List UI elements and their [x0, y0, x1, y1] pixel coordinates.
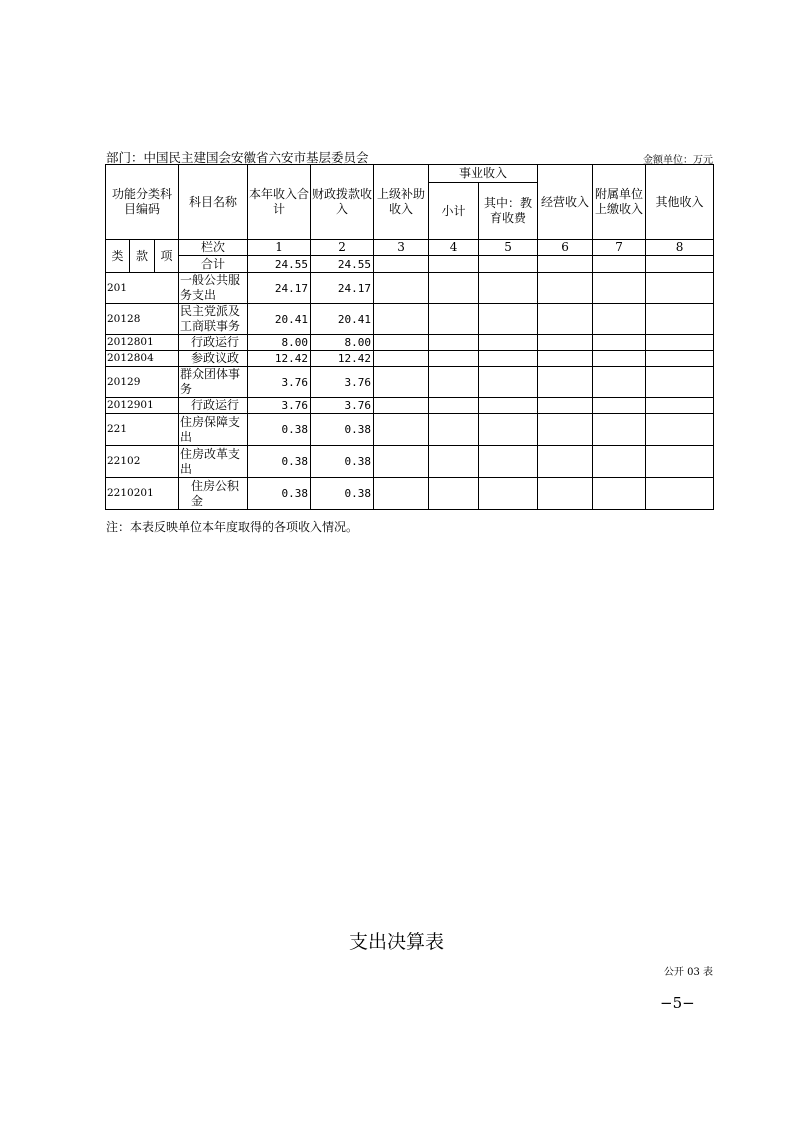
page-number: −5−	[660, 994, 695, 1012]
row-code: 221	[106, 414, 179, 446]
row-code: 20128	[106, 304, 179, 335]
header-business-income: 事业收入	[429, 165, 538, 183]
table-row	[106, 273, 714, 304]
lanci-label: 栏次	[179, 240, 248, 256]
row-code: 20129	[106, 367, 179, 398]
table-row	[106, 478, 714, 510]
total-label: 合计	[179, 256, 248, 273]
row-fiscal: 8.00	[311, 335, 374, 351]
income-table	[105, 164, 714, 510]
row-total: 3.76	[248, 367, 311, 398]
next-section-code: 公开 03 表	[663, 967, 713, 978]
table-row	[106, 414, 714, 446]
row-total: 0.38	[248, 478, 311, 510]
row-fiscal: 20.41	[311, 304, 374, 335]
row-code: 2210201	[106, 478, 179, 510]
total-fiscal-value: 24.55	[311, 256, 374, 273]
header-operating: 经营收入	[538, 165, 593, 240]
row-total: 24.17	[248, 273, 311, 304]
col-number: 4	[429, 240, 479, 256]
row-code: 2012801	[106, 335, 179, 351]
table-note: 注：本表反映单位本年度取得的各项收入情况。	[106, 520, 359, 534]
header-business-subtotal: 小计	[429, 183, 479, 240]
table-row	[106, 398, 714, 414]
row-name: 一般公共服务支出	[179, 273, 248, 304]
row-name: 群众团体事务	[179, 367, 248, 398]
row-fiscal: 0.38	[311, 446, 374, 478]
row-code: 2012901	[106, 398, 179, 414]
row-total: 0.38	[248, 414, 311, 446]
row-name: 行政运行	[179, 398, 248, 414]
col-number: 1	[248, 240, 311, 256]
row-name: 参政议政	[179, 351, 248, 367]
table-row	[106, 446, 714, 478]
table-row	[106, 351, 714, 367]
row-total: 3.76	[248, 398, 311, 414]
row-total: 8.00	[248, 335, 311, 351]
row-code: 2012804	[106, 351, 179, 367]
unit-label: 金额单位：万元	[643, 155, 713, 166]
row-name: 住房保障支出	[179, 414, 248, 446]
header-kuan: 款	[130, 240, 155, 273]
row-name: 行政运行	[179, 335, 248, 351]
col-number: 2	[311, 240, 374, 256]
row-code: 201	[106, 273, 179, 304]
next-section-title: 支出决算表	[348, 931, 444, 953]
header-func-code: 功能分类科目编码	[106, 165, 179, 240]
header-business-edu: 其中：教育收费	[479, 183, 538, 240]
table-row	[106, 335, 714, 351]
row-name: 住房公积金	[179, 478, 248, 510]
row-total: 20.41	[248, 304, 311, 335]
col-number: 7	[593, 240, 646, 256]
row-fiscal: 12.42	[311, 351, 374, 367]
row-name: 民主党派及工商联事务	[179, 304, 248, 335]
header-lei: 类	[106, 240, 130, 273]
row-fiscal: 24.17	[311, 273, 374, 304]
col-number: 8	[646, 240, 714, 256]
total-income-value: 24.55	[248, 256, 311, 273]
row-fiscal: 3.76	[311, 367, 374, 398]
col-number: 3	[374, 240, 429, 256]
table-row	[106, 304, 714, 335]
header-other: 其他收入	[646, 165, 714, 240]
row-total: 0.38	[248, 446, 311, 478]
header-total-income: 本年收入合计	[248, 165, 311, 240]
header-superior-subsidy: 上级补助收入	[374, 165, 429, 240]
header-xiang: 项	[155, 240, 179, 273]
col-number: 5	[479, 240, 538, 256]
row-fiscal: 0.38	[311, 414, 374, 446]
header-subject-name: 科目名称	[179, 165, 248, 240]
row-name: 住房改革支出	[179, 446, 248, 478]
header-fiscal: 财政拨款收入	[311, 165, 374, 240]
col-number: 6	[538, 240, 593, 256]
row-fiscal: 0.38	[311, 478, 374, 510]
table-row	[106, 367, 714, 398]
row-fiscal: 3.76	[311, 398, 374, 414]
row-total: 12.42	[248, 351, 311, 367]
department-label: 部门：中国民主建国会安徽省六安市基层委员会	[106, 150, 369, 165]
row-code: 22102	[106, 446, 179, 478]
header-affiliated: 附属单位上缴收入	[593, 165, 646, 240]
